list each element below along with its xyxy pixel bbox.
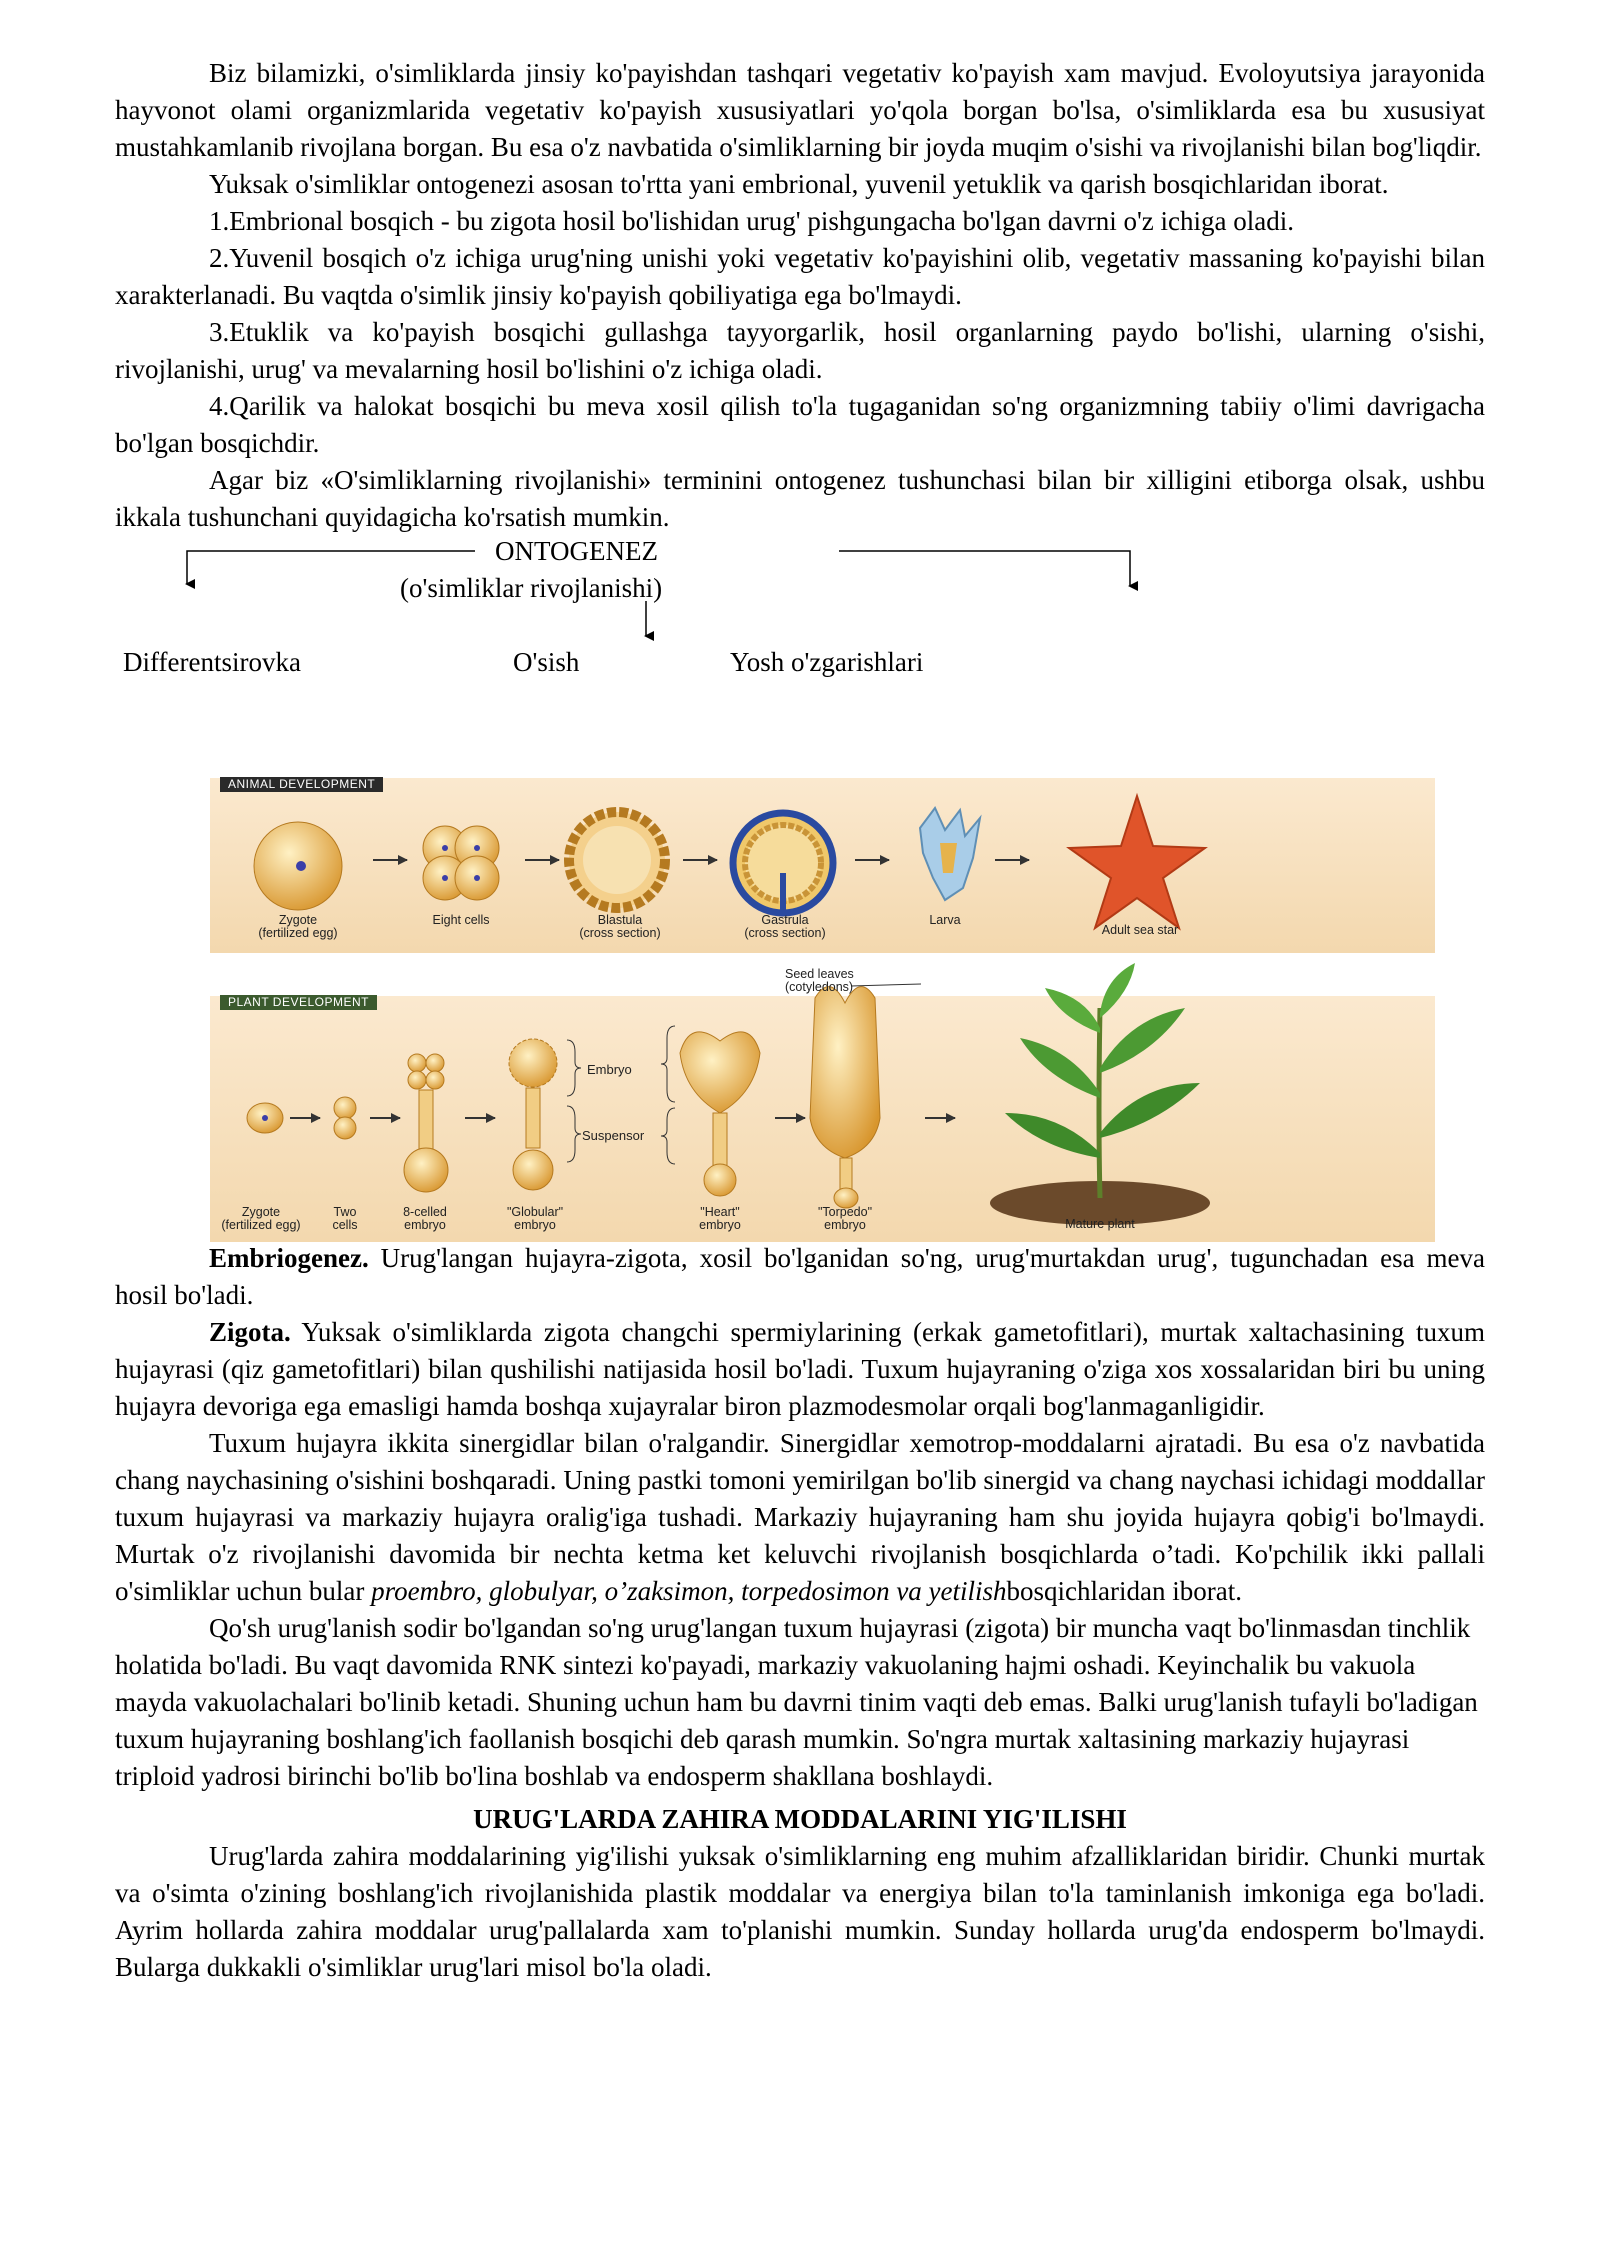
zygote-animal-icon xyxy=(254,822,342,910)
caption-adult-sea-star: Adult sea star xyxy=(1101,923,1179,937)
caption-mature-plant: Mature plant xyxy=(1065,1217,1135,1231)
stage-3-paragraph: 3.Etuklik va ko'payish bosqichi gullashga tayyorgarlik, hosil organlarning paydo bo'lishi, ularning o'sishi, rivojlanishi, urug' va mevalarning hosil bo'lishini o'z ichiga oladi. xyxy=(115,317,1485,384)
embriogenez-text: Urug'langan hujayra-zigota, xosil bo'lganidan so'ng, urug'murtakdan urug', tugunchadan esa meva hosil bo'ladi. xyxy=(115,1243,1485,1310)
zahira-paragraph: Urug'larda zahira moddalarining yig'ilishi yuksak o'simliklarning eng muhim afzalliklaridan biridir. Chunki murtak va o'simta o'zining boshlang'ich rivojlanishida plastik moddalar va energiya bilan to'la taminlanish imkoniga ega bo'ladi. Ayrim hollarda zahira moddalar urug'pallalarda xam to'planishi mumkin. Sunday hollarda urug'da endosperm bo'lmaydi. Bularga dukkakli o'simliklar urug'lari misol bo'la oladi. xyxy=(115,1841,1485,1982)
stage-4-paragraph: 4.Qarilik va halokat bosqichi bu meva xosil qilish to'la tugaganidan so'ng organizmning tabiiy o'limi davrigacha bo'lgan bosqichdir. xyxy=(115,391,1485,458)
embriogenez-term: Embriogenez. xyxy=(209,1243,369,1273)
larva-icon xyxy=(920,808,980,900)
development-figure xyxy=(115,777,1485,1232)
gastrula-icon xyxy=(733,813,833,913)
globular-embryo-icon xyxy=(509,1039,557,1190)
tuxum-text: Tuxum hujayra ikkita sinergidlar bilan o'ralgandir. Sinergidlar xemotrop-moddalarni ajratadi. Bu esa o'z navbatida chang naychasining o'sishini boshqaradi. Uning pastki tomoni yemirilgan bo'lib sinergid va chang naychasi ichidagi moddallar tuxum hujayrasi va markaziy hujayra oralig'iga tushadi. Markaziy hujayraning ham shu joyida hujayra qobig'i bo'lmaydi. Murtak o'z rivojlanishi davomida bir nechta ketma ket keluvchi rivojlanish bosqichlarda o’tadi. Ko'pchilik ikki pallali o'simliklar uchun bular xyxy=(115,1428,1485,1606)
caption-two-cells: Two cells xyxy=(332,1205,358,1232)
heart-embryo-icon xyxy=(680,1032,760,1196)
zigota-text: Yuksak o'simliklarda zigota changchi spermiylarining (erkak gametofitlari), murtak xaltachasining tuxum hujayrasi (qiz gametofitlari) bilan qushilishi natijasida hosil bo'ladi. Tuxum hujayraning o'ziga xos xossalaridan biri bu uning hujayra devoriga ega emasligi hamda boshqa xujayralar biron plazmodesmolar orqali bog'lanmaganligidir. xyxy=(115,1317,1485,1421)
zygote-plant-icon xyxy=(247,1103,283,1133)
caption-globular-embryo: "Globular" embryo xyxy=(506,1205,564,1232)
ontogenez-scheme xyxy=(115,536,1485,686)
tuxum-stages-italic: proembro, globulyar, o’zaksimon, torpedosimon va yetilish xyxy=(371,1576,1007,1606)
caption-eight-celled-embryo: 8-celled embryo xyxy=(403,1205,447,1232)
zigota-paragraph xyxy=(115,1314,1485,1425)
embryo-label: Embryo xyxy=(587,1062,632,1077)
stage-1-paragraph: 1.Embrional bosqich - bu zigota hosil bo'lishidan urug' pishgungacha bo'lgan davrni o'z ichiga oladi. xyxy=(209,206,1294,236)
mature-plant-icon xyxy=(990,963,1210,1225)
embriogenez-paragraph xyxy=(115,1240,1485,1314)
sea-star-icon xyxy=(1069,796,1205,928)
suspensor-label: Suspensor xyxy=(582,1128,645,1143)
intro-paragraph: Biz bilamizki, o'simliklarda jinsiy ko'payishdan tashqari vegetativ ko'payish xam mavjud. Evoloyutsiya jarayonida hayvonot olami organizmlarida vegetativ ko'payish xususiyatlari yo'qola borgan bo'lsa, o'simliklarda esa bu xususiyat mustahkamlanib rivojlana borgan. Bu esa o'z navbatida o'simliklarning bir joyda muqim o'sishi va rivojlanishi bilan bog'liqdir. xyxy=(115,58,1485,162)
tuxum-tail: bosqichlaridan iborat. xyxy=(1006,1576,1242,1606)
stage-2-paragraph: 2.Yuvenil bosqich o'z ichiga urug'ning unishi yoki vegetativ ko'payishini olib, vegetativ massaning ko'payishi bilan xarakterlanadi. Bu vaqtda o'simlik jinsiy ko'payish qobiliyatiga ega bo'lmaydi. xyxy=(115,243,1485,310)
development-illustration xyxy=(115,778,1485,1248)
tuxum-paragraph xyxy=(115,1425,1485,1610)
caption-zygote-plant: Zygote (fertilized egg) xyxy=(221,1205,301,1232)
blastula-icon xyxy=(569,812,665,908)
two-cells-icon xyxy=(334,1097,356,1139)
caption-blastula: Blastula (cross section) xyxy=(579,913,661,940)
seed-leaves-label: Seed leaves (cotyledons) xyxy=(785,967,854,994)
caption-gastrula: Gastrula (cross section) xyxy=(744,913,826,940)
caption-eight-cells: Eight cells xyxy=(432,913,490,927)
scheme-left-label: Differentsirovka xyxy=(123,647,301,677)
zigota-term: Zigota. xyxy=(209,1317,291,1347)
caption-zygote-animal: Zygote (fertilized egg) xyxy=(258,913,338,940)
ontogenez-stages-paragraph: Yuksak o'simliklar ontogenezi asosan to'rtta yani embrional, yuvenil yetuklik va qarish bosqichlaridan iborat. xyxy=(209,169,1389,199)
scheme-middle-label: O'sish xyxy=(513,647,580,677)
section-heading: URUG'LARDA ZAHIRA MODDALARINI YIG'ILISHI xyxy=(473,1804,1127,1834)
animal-panel-label: ANIMAL DEVELOPMENT xyxy=(220,777,383,792)
document-page xyxy=(115,55,1485,1986)
eight-cells-icon xyxy=(423,826,499,900)
caption-heart-embryo: "Heart" embryo xyxy=(699,1205,741,1232)
scheme-title: ONTOGENEZ xyxy=(495,536,658,566)
qosh-urug-paragraph: Qo'sh urug'lanish sodir bo'lgandan so'ng urug'langan tuxum hujayrasi (zigota) bir muncha vaqt bo'linmasdan tinchlik holatida bo'ladi. Bu vaqt davomida RNK sintezi ko'payadi, markaziy vakuolaning hajmi oshadi. Keyinchalik bu vakuola mayda vakuolachalari bo'linib ketadi. Shuning uchun ham bu davrni tinim vaqti deb emas. Balki urug'lanish tufayli bo'ladigan tuxum hujayraning boshlang'ich faollanish bosqichi deb qarash mumkin. So'ngra murtak xaltasining markaziy hujayrasi triploid yadrosi birinchi bo'lib bo'lina boshlab va endosperm shakllana boshlaydi. xyxy=(115,1613,1478,1791)
eight-celled-embryo-icon xyxy=(404,1054,448,1192)
caption-larva: Larva xyxy=(929,913,961,927)
scheme-subtitle: (o'simliklar rivojlanishi) xyxy=(400,573,663,603)
scheme-right-label: Yosh o'zgarishlari xyxy=(730,647,924,677)
torpedo-embryo-icon xyxy=(810,987,880,1208)
plant-panel-label: PLANT DEVELOPMENT xyxy=(220,995,377,1010)
caption-torpedo-embryo: "Torpedo" embryo xyxy=(817,1205,873,1232)
term-paragraph: Agar biz «O'simliklarning rivojlanishi» terminini ontogenez tushunchasi bilan bir xilligini etiborga olsak, ushbu ikkala tushunchani quyidagicha ko'rsatish mumkin. xyxy=(115,465,1485,532)
